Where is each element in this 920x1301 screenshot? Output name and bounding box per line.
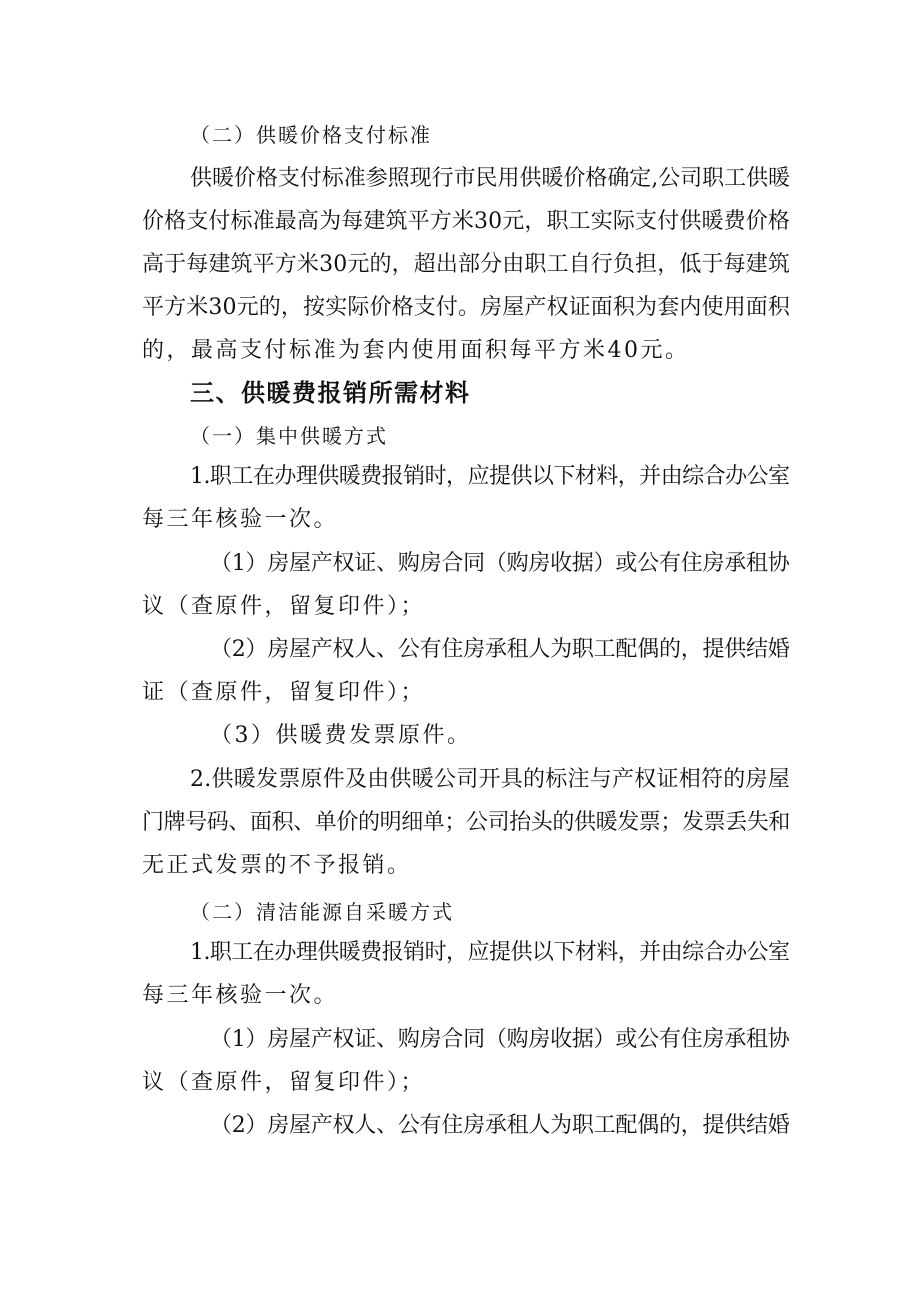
subsection-title-clean-energy: （二）清洁能源自采暖方式 (190, 900, 454, 924)
paragraph-line: 1.职工在办理供暖费报销时，应提供以下材料，并由综合办公室 (190, 940, 790, 965)
paragraph-line: 每三年核验一次。 (142, 507, 339, 532)
paragraph-line: 每三年核验一次。 (142, 983, 339, 1008)
list-item-line: （3）供暖费发票原件。 (210, 723, 472, 748)
paragraph-line: 无正式发票的不予报销。 (142, 853, 412, 878)
paragraph-line: 2.供暖发票原件及由供暖公司开具的标注与产权证相符的房屋 (190, 767, 790, 792)
subsection-title-central-heating: （一）集中供暖方式 (190, 424, 388, 448)
list-item-line: 议（查原件，留复印件）； (142, 1070, 426, 1095)
list-item-line: （2）房屋产权人、公有住房承租人为职工配偶的，提供结婚 (210, 637, 790, 662)
list-item-line: （1）房屋产权证、购房合同（购房收据）或公有住房承租协 (210, 1027, 790, 1052)
subsection-title-heating-price: （二）供暖价格支付标准 (190, 123, 432, 147)
list-item-line: （2）房屋产权人、公有住房承租人为职工配偶的，提供结婚 (210, 1113, 790, 1138)
paragraph-line: 1.职工在办理供暖费报销时，应提供以下材料，并由综合办公室 (190, 464, 790, 489)
list-item-line: （1）房屋产权证、购房合同（购房收据）或公有住房承租协 (210, 551, 790, 576)
list-item-line: 议（查原件，留复印件）； (142, 594, 426, 619)
paragraph-line: 平方米30元的，按实际价格支付。房屋产权证面积为套内使用面积 (142, 295, 790, 320)
list-item-line: 证（查原件，留复印件）； (142, 680, 426, 705)
paragraph-line: 价格支付标准最高为每建筑平方米30元，职工实际支付供暖费价格 (142, 209, 790, 234)
paragraph-line: 供暖价格支付标准参照现行市民用供暖价格确定,公司职工供暖 (190, 166, 790, 191)
paragraph-line: 的，最高支付标准为套内使用面积每平方米40元。 (142, 338, 690, 363)
paragraph-line: 高于每建筑平方米30元的，超出部分由职工自行负担，低于每建筑 (142, 252, 790, 277)
paragraph-line: 门牌号码、面积、单价的明细单；公司抬头的供暖发票；发票丢失和 (142, 810, 791, 835)
section-heading-materials: 三、供暖费报销所需材料 (190, 379, 471, 407)
